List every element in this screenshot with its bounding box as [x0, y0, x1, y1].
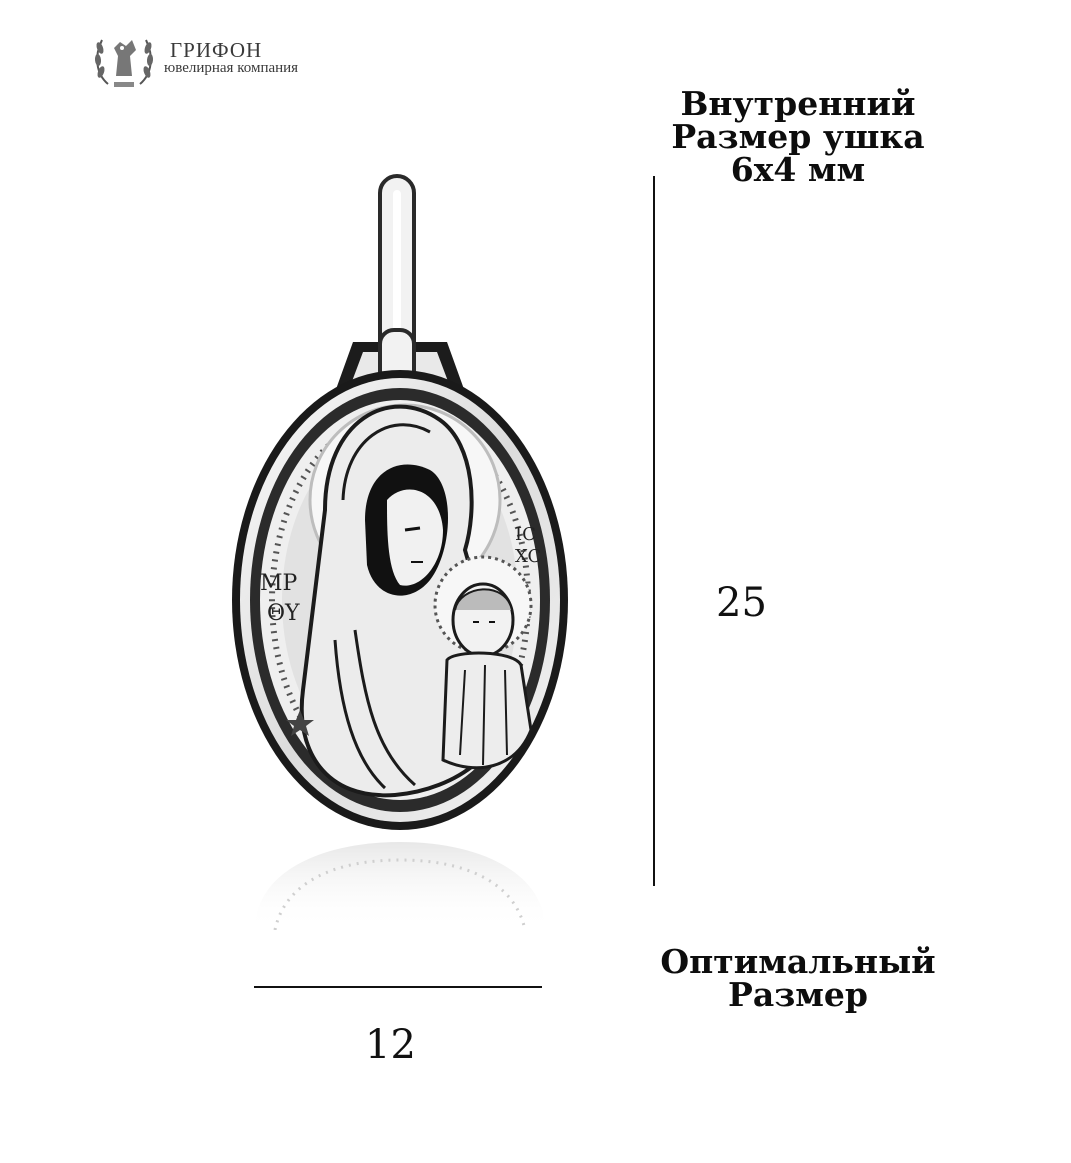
brand-logo — [92, 26, 352, 96]
svg-text:MP: MP — [260, 571, 298, 596]
caption-line: Размер — [728, 975, 868, 1014]
svg-text:ΘY: ΘY — [267, 601, 300, 626]
height-dimension-label: 25 — [716, 580, 767, 626]
caption-line: Оптимальный — [660, 942, 936, 981]
width-dimension-label: 12 — [365, 1022, 416, 1068]
height-dimension-line — [653, 176, 655, 886]
caption-line: Размер ушка — [671, 117, 925, 156]
svg-text:IC: IC — [515, 524, 536, 545]
brand-subtitle: ювелирная компания — [164, 60, 299, 76]
griffin-laurel-emblem-icon — [92, 26, 156, 92]
brand-name: ГРИФОН — [170, 38, 263, 62]
ring-size-caption — [610, 84, 986, 189]
oval-icon-pendant-with-madonna-and-child — [215, 170, 585, 930]
caption-line: Внутренний — [680, 84, 916, 123]
caption-line: 6х4 мм — [730, 150, 866, 189]
optimal-size-caption — [610, 942, 986, 1014]
width-dimension-line — [254, 986, 542, 988]
svg-text:XC: XC — [515, 546, 542, 567]
